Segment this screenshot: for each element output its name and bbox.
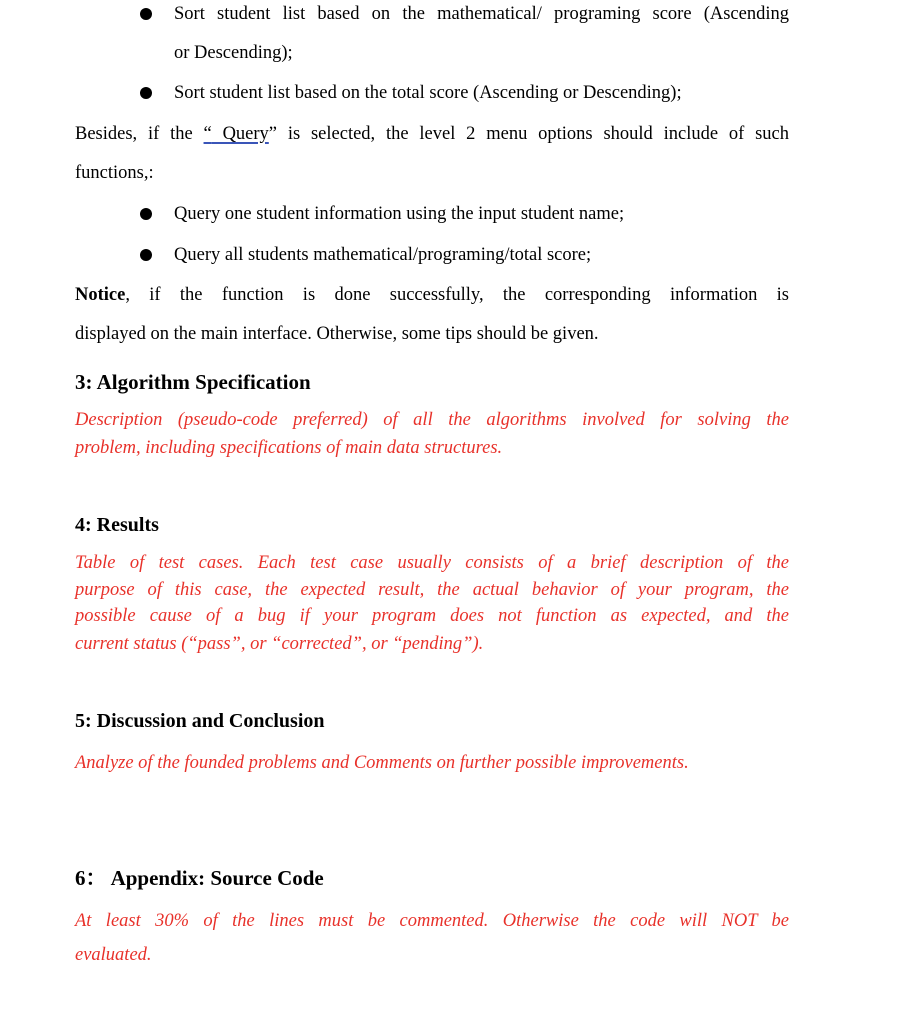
query-open-quote: “ — [203, 124, 212, 144]
bullet-dot — [140, 208, 152, 220]
notice-bold: Notice — [75, 285, 126, 305]
results-desc-line1: Table of test cases. Each test case usually consists of a brief description of the — [75, 553, 789, 573]
bullet-dot — [140, 8, 152, 20]
results-desc-line4: current status (“pass”, or “corrected”, or “pending”). — [75, 634, 484, 654]
query-link[interactable] — [204, 124, 269, 144]
algorithm-heading: 3: Algorithm Specification — [75, 370, 311, 394]
notice-line2: displayed on the main interface. Otherwise, some tips should be given. — [75, 324, 599, 344]
sort-total-line: Sort student list based on the total score (Ascending or Descending); — [174, 83, 682, 103]
discussion-heading: 5: Discussion and Conclusion — [75, 710, 325, 732]
discussion-desc-line1: Analyze of the founded problems and Comments on further possible improvements. — [75, 753, 689, 773]
besides-line1 — [75, 122, 789, 146]
query-word: Query — [211, 124, 269, 144]
sort-math-line2: or Descending); — [174, 43, 293, 63]
appendix-desc-line1: At least 30% of the lines must be commented. Otherwise the code will NOT be — [75, 911, 789, 931]
appendix-heading: 6： Appendix: Source Code — [75, 866, 324, 890]
bullet-dot — [140, 249, 152, 261]
query-all-line: Query all students mathematical/programing/total score; — [174, 245, 592, 265]
notice-rest: , if the function is done successfully, the corresponding information is — [125, 285, 789, 305]
sort-math-line1: Sort student list based on the mathematical/ programing score (Ascending — [174, 4, 789, 24]
algorithm-desc-line2: problem, including specifications of main data structures. — [75, 438, 503, 458]
besides-prefix: Besides, if the — [75, 124, 204, 144]
besides-suffix: ” is selected, the level 2 menu options should include of such — [268, 124, 790, 144]
bullet-dot — [140, 87, 152, 99]
results-heading: 4: Results — [75, 514, 159, 536]
algorithm-desc-line1: Description (pseudo-code preferred) of all the algorithms involved for solving the — [75, 410, 789, 430]
appendix-desc-line2: evaluated. — [75, 945, 152, 965]
results-desc-line3: possible cause of a bug if your program does not function as expected, and the — [75, 606, 789, 626]
notice-line1 — [75, 283, 789, 307]
results-desc-line2: purpose of this case, the expected result, the actual behavior of your program, the — [75, 580, 789, 600]
query-one-line: Query one student information using the input student name; — [174, 204, 625, 224]
besides-line2: functions,: — [75, 163, 154, 183]
